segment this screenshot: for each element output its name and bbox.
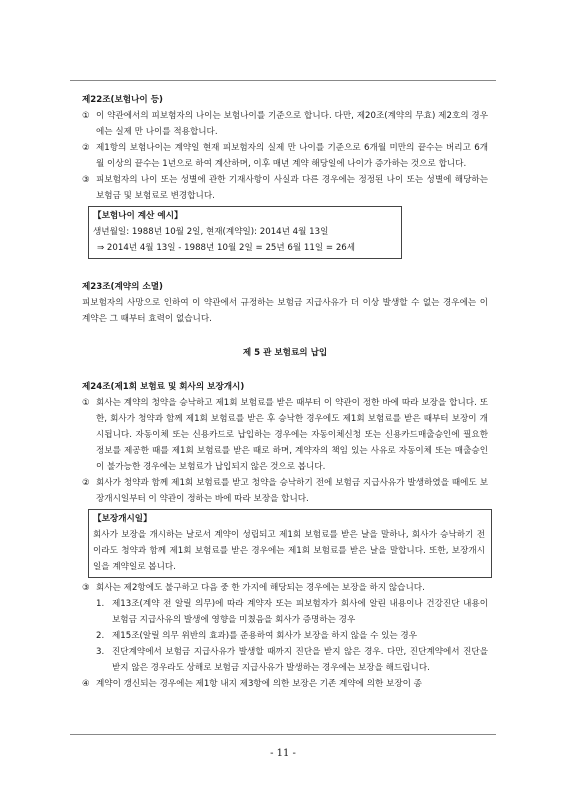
article-24-subitem-2: [96, 628, 488, 644]
article-24-item-4: [82, 676, 488, 692]
item-marker: ①: [82, 111, 90, 121]
coverage-box-heading: 【보장개시일】: [93, 514, 152, 524]
item-text: 회사는 계약의 청약을 승낙하고 제1회 보험료를 받은 때부터 이 약관이 정한 바에 따라 보장을 합니다. 또한, 회사가 청약과 함께 제1회 보험료를 받은 후 승낙한 경우에도 제1회 보험료를 받은 때부터 보장이 개시됩니다. 자동이체 또는 신용카드로 납입하는 경우에는 자동이체신청 또는 신용카드매출승인에 필요한 정보를 제공한 때를 제1회 보험료를 받은 때로 하며, 계약자의 책임 있는 사유로 자동이체 또는 매출승인이 불가능한 경우에는 보험료가 납입되지 않은 것으로 봅니다.: [96, 398, 488, 472]
spacer: [82, 327, 488, 345]
chapter-heading: 제 5 관 보험료의 납입: [242, 348, 328, 358]
example-box-heading: 【보험나이 계산 예시】: [93, 211, 183, 221]
item-marker: ②: [82, 143, 90, 153]
page-content: [82, 92, 488, 692]
footer-rule: [70, 734, 496, 735]
item-text: 피보험자의 나이 또는 성별에 관한 기재사항이 사실과 다른 경우에는 정정된 나이 또는 성별에 해당하는 보험금 및 보험료로 변경합니다.: [96, 175, 488, 201]
article-24-subitem-1: [96, 596, 488, 628]
article-24-subitem-3: [96, 644, 488, 676]
item-text: 제1항의 보험나이는 계약일 현재 피보험자의 실제 만 나이를 기준으로 6개월 미만의 끝수는 버리고 6개월 이상의 끝수는 1년으로 하여 계산하며, 이후 매년 계약 해당일에 나이가 증가하는 것으로 합니다.: [96, 143, 488, 169]
item-text: 회사가 청약과 함께 제1회 보험료를 받고 청약을 승낙하기 전에 보험금 지급사유가 발생하였을 때에도 보장개시일부터 이 약관이 정하는 바에 따라 보장을 합니다.: [96, 478, 488, 504]
item-marker: ③: [82, 175, 90, 185]
example-line-birthdate: 생년월일: 1988년 10월 2일, 현재(계약일): 2014년 4월 13일: [93, 227, 329, 237]
item-text: 이 약관에서의 피보험자의 나이는 보험나이를 기준으로 합니다. 다만, 제20조(계약의 무효) 제2호의 경우에는 실제 만 나이를 적용합니다.: [96, 111, 488, 137]
article-23-title: 제23조(계약의 소멸): [82, 282, 163, 292]
insurance-age-example-box: [88, 206, 402, 259]
item-text: 계약이 갱신되는 경우에는 제1항 내지 제3항에 의한 보장은 기존 계약에 의한 보장이 종: [96, 679, 422, 689]
article-24-title: 제24조(제1회 보험료 및 회사의 보장개시): [82, 382, 245, 392]
header-rule: [70, 80, 496, 81]
subitem-text: 제13조(계약 전 알릴 의무)에 따라 계약자 또는 피보험자가 회사에 알린 내용이나 건강진단 내용이 보험금 지급사유의 발생에 영향을 미쳤음을 회사가 증명하는 경우: [112, 599, 488, 625]
subitem-text: 진단계약에서 보험금 지급사유가 발생할 때까지 진단을 받지 않은 경우. 다만, 진단계약에서 진단을 받지 않은 경우라도 상해로 보험금 지급사유가 발생하는 경우에는 보장을 해드립니다.: [112, 647, 488, 673]
article-24-item-3: [82, 580, 488, 596]
article-22-title: 제22조(보험나이 등): [82, 95, 163, 105]
article-22-item-2: [82, 140, 488, 172]
item-marker: ①: [82, 398, 90, 408]
article-22-item-1: [82, 108, 488, 140]
item-text: 회사는 제2항에도 불구하고 다음 중 한 가지에 해당되는 경우에는 보장을 하지 않습니다.: [96, 583, 425, 593]
subitem-marker: 3.: [96, 647, 105, 657]
page-number: - 11 -: [270, 748, 296, 759]
coverage-box-text: 회사가 보장을 개시하는 날로서 계약이 성립되고 제1회 보험료를 받은 날을 말하나, 회사가 승낙하기 전이라도 청약과 함께 제1회 보험료를 받은 경우에는 제1회 보험료를 받은 날을 말합니다. 또한, 보장개시일을 계약일로 봅니다.: [93, 530, 485, 572]
item-marker: ④: [82, 679, 90, 689]
spacer: [82, 261, 488, 279]
subitem-marker: 1.: [96, 599, 105, 609]
article-23-text: 피보험자의 사망으로 인하여 이 약관에서 규정하는 보험금 지급사유가 더 이상 발생할 수 없는 경우에는 이 계약은 그 때부터 효력이 없습니다.: [82, 298, 488, 324]
item-marker: ②: [82, 478, 90, 488]
example-line-calculation: ⇒ 2014년 4월 13일 - 1988년 10월 2일 = 25년 6월 11일 = 26세: [97, 243, 356, 253]
article-22-item-3: [82, 172, 488, 204]
subitem-text: 제15조(알릴 의무 위반의 효과)를 준용하여 회사가 보장을 하지 않을 수 있는 경우: [112, 631, 418, 641]
subitem-marker: 2.: [96, 631, 105, 641]
item-marker: ③: [82, 583, 90, 593]
article-24-item-1: [82, 395, 488, 475]
article-24-item-2: [82, 475, 488, 507]
spacer: [82, 361, 488, 379]
coverage-start-date-box: [88, 509, 492, 578]
